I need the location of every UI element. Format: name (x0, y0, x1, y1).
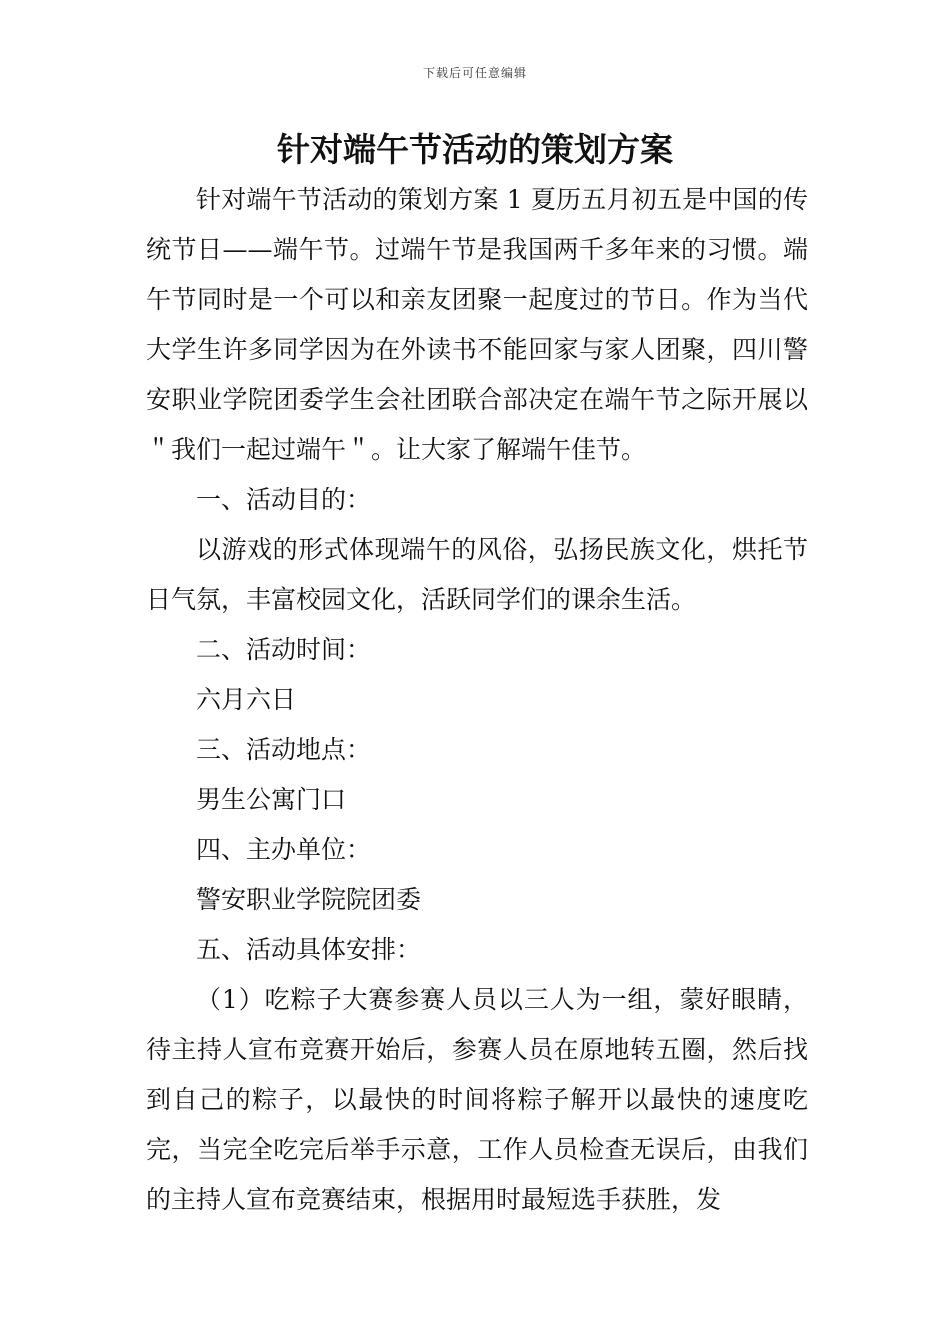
section-heading-purpose: 一、活动目的： (196, 485, 372, 514)
header-note: 下载后可任意编辑 (422, 66, 527, 80)
section-heading-arrangement: 五、活动具体安排： (196, 935, 422, 964)
intro-paragraph: 针对端午节活动的策划方案 1 夏历五月初五是中国的传统节日——端午节。过端午节是我国两千多年来的习惯。端午节同时是一个可以和亲友团聚一起度过的节日。作为当代大学生许多同学因为在外读书不能回家与家人团聚，四川警安职业学院团委学生会社团联合部决定在端午节之际开展以＂我们一起过端午＂。让大家了解端午佳节。 (146, 185, 808, 464)
section-text-arrangement: （1）吃粽子大赛参赛人员以三人为一组，蒙好眼睛，待主持人宣布竞赛开始后，参赛人员在原地转五圈，然后找到自己的粽子，以最快的时间将粽子解开以最快的速度吃完，当完全吃完后举手示意，工作人员检查无误后，由我们的主持人宣布竞赛结束，根据用时最短选手获胜，发 (146, 985, 808, 1214)
section-text-organizer: 警安职业学院院团委 (196, 885, 422, 914)
document-title: 针对端午节活动的策划方案 (277, 130, 673, 169)
document-body (146, 175, 808, 1225)
section-text-time: 六月六日 (196, 685, 297, 714)
section-text-purpose: 以游戏的形式体现端午的风俗，弘扬民族文化，烘托节日气氛，丰富校园文化，活跃同学们的课余生活。 (146, 535, 808, 614)
section-heading-location: 三、活动地点： (196, 735, 372, 764)
section-heading-time: 二、活动时间： (196, 635, 372, 664)
section-heading-organizer: 四、主办单位： (196, 835, 372, 864)
section-text-location: 男生公寓门口 (196, 785, 347, 814)
